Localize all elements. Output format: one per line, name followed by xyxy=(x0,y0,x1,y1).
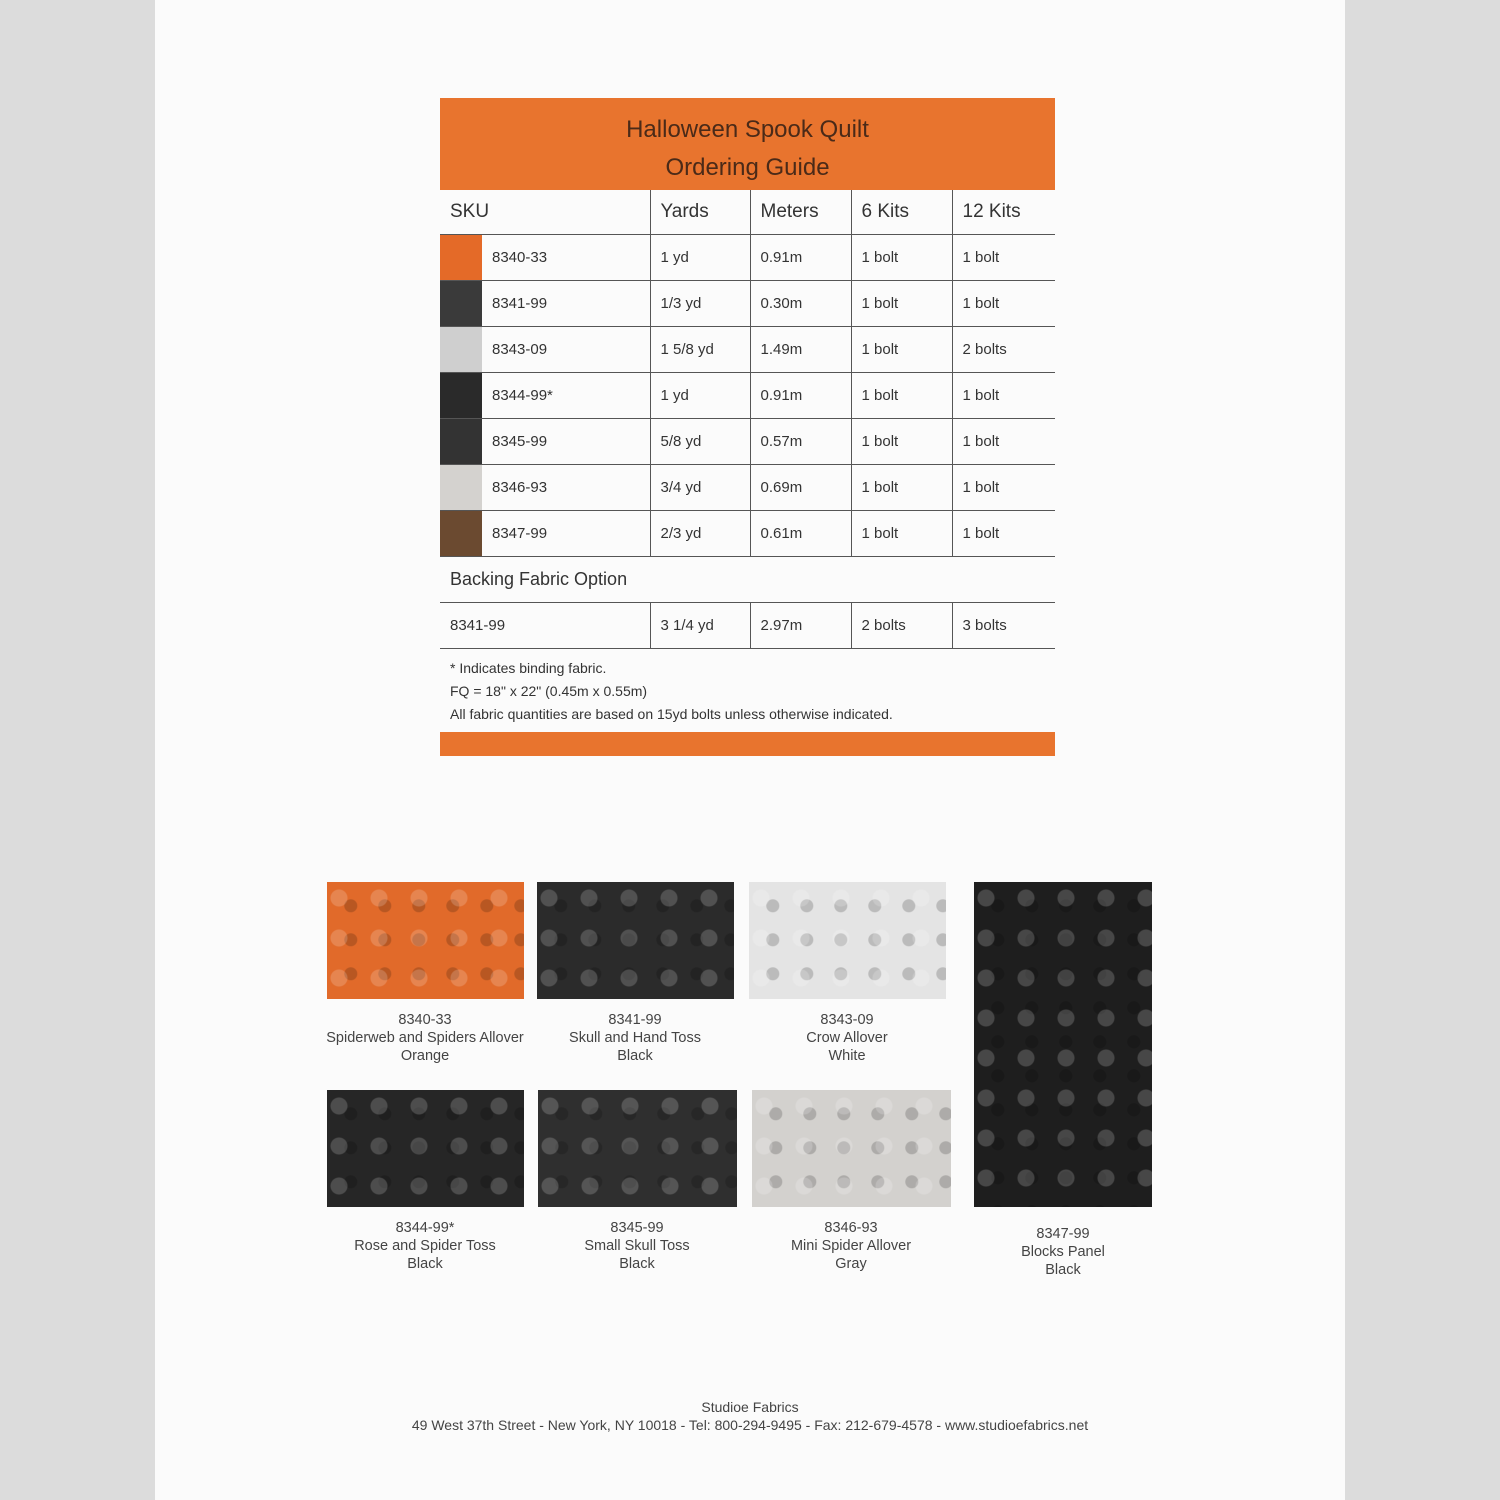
guide-bottom-bar xyxy=(440,732,1055,756)
fabric-name: Spiderweb and Spiders Allover xyxy=(326,1030,524,1046)
row-sku: 8346-93 xyxy=(492,479,548,496)
fabric-color: White xyxy=(828,1048,866,1064)
fabric-sku: 8346-93 xyxy=(824,1220,878,1236)
row-6-kits: 1 bolt xyxy=(851,235,952,281)
row-12-kits: 1 bolt xyxy=(952,281,1055,327)
row-6-kits: 1 bolt xyxy=(851,511,952,557)
row-12-kits: 1 bolt xyxy=(952,465,1055,511)
row-6-kits: 1 bolt xyxy=(851,373,952,419)
row-sku-cell xyxy=(440,235,650,281)
fabric-color: Black xyxy=(617,1048,653,1064)
row-swatch xyxy=(440,465,482,510)
row-swatch xyxy=(440,511,482,556)
row-6-kits: 1 bolt xyxy=(851,465,952,511)
fabric-panel-image xyxy=(974,882,1152,1207)
fabric-name: Small Skull Toss xyxy=(584,1238,690,1254)
row-sku: 8343-09 xyxy=(492,341,548,358)
row-yards: 1/3 yd xyxy=(650,281,750,327)
footer xyxy=(155,1398,1345,1434)
fabric-name: Blocks Panel xyxy=(1021,1244,1105,1260)
fabric-color: Gray xyxy=(835,1256,867,1272)
backing-6-kits: 2 bolts xyxy=(851,603,952,649)
fabric-name: Crow Allover xyxy=(806,1030,888,1046)
fabric-card xyxy=(320,882,530,1065)
row-yards: 1 yd xyxy=(650,235,750,281)
table-row xyxy=(440,281,1055,327)
note-bolts: All fabric quantities are based on 15yd bolts unless otherwise indicated. xyxy=(450,706,893,722)
fabric-color: Black xyxy=(407,1256,443,1272)
row-swatch xyxy=(440,235,482,280)
row-6-kits: 1 bolt xyxy=(851,281,952,327)
header-6-kits: 6 Kits xyxy=(851,190,952,235)
backing-meters: 2.97m xyxy=(750,603,851,649)
fabric-swatch-image xyxy=(327,882,524,999)
fabric-swatch-image xyxy=(538,1090,737,1207)
fabric-card xyxy=(530,882,740,1065)
guide-title-line1: Halloween Spook Quilt xyxy=(626,116,869,143)
fabric-name: Rose and Spider Toss xyxy=(354,1238,496,1254)
row-12-kits: 2 bolts xyxy=(952,327,1055,373)
table-row xyxy=(440,373,1055,419)
row-sku: 8340-33 xyxy=(492,249,548,266)
row-yards: 3/4 yd xyxy=(650,465,750,511)
row-12-kits: 1 bolt xyxy=(952,511,1055,557)
row-6-kits: 1 bolt xyxy=(851,419,952,465)
fabric-swatch-image xyxy=(749,882,946,999)
guide-title-banner xyxy=(440,98,1055,190)
table-row xyxy=(440,511,1055,557)
row-sku-cell xyxy=(440,511,650,557)
row-swatch xyxy=(440,373,482,418)
fabric-swatch-image xyxy=(537,882,734,999)
row-sku-cell xyxy=(440,281,650,327)
row-sku: 8341-99 xyxy=(492,295,548,312)
header-yards: Yards xyxy=(650,190,750,235)
backing-row xyxy=(440,603,1055,649)
table-header-row xyxy=(440,190,1055,235)
note-fq: FQ = 18" x 22" (0.45m x 0.55m) xyxy=(450,683,648,699)
row-sku-cell xyxy=(440,465,650,511)
fabric-sku: 8347-99 xyxy=(1036,1226,1090,1242)
row-swatch xyxy=(440,281,482,326)
row-sku: 8345-99 xyxy=(492,433,548,450)
backing-yards: 3 1/4 yd xyxy=(650,603,750,649)
fabric-card xyxy=(742,882,952,1065)
fabric-color: Orange xyxy=(400,1048,450,1064)
ordering-guide xyxy=(440,98,1055,756)
footer-address: 49 West 37th Street - New York, NY 10018 - Tel: 800-294-9495 - Fax: 212-679-4578 - www.studioefabrics.net xyxy=(411,1417,1089,1433)
row-sku-cell xyxy=(440,327,650,373)
row-6-kits: 1 bolt xyxy=(851,327,952,373)
fabric-sku: 8344-99* xyxy=(395,1220,455,1236)
table-row xyxy=(440,327,1055,373)
row-swatch xyxy=(440,419,482,464)
row-meters: 0.61m xyxy=(750,511,851,557)
fabric-swatch-image xyxy=(752,1090,951,1207)
fabric-card xyxy=(532,1090,742,1273)
fabric-sku: 8345-99 xyxy=(610,1220,664,1236)
fabric-sku: 8343-09 xyxy=(820,1012,874,1028)
backing-12-kits: 3 bolts xyxy=(952,603,1055,649)
footer-company: Studioe Fabrics xyxy=(701,1399,799,1415)
row-meters: 1.49m xyxy=(750,327,851,373)
backing-label: Backing Fabric Option xyxy=(440,557,1055,603)
row-meters: 0.69m xyxy=(750,465,851,511)
row-sku: 8344-99* xyxy=(492,387,553,404)
fabric-card xyxy=(746,1090,956,1273)
fabric-card xyxy=(970,882,1156,1279)
fabric-sku: 8341-99 xyxy=(608,1012,662,1028)
backing-label-row xyxy=(440,557,1055,603)
guide-notes xyxy=(440,649,1055,732)
note-binding: * Indicates binding fabric. xyxy=(450,660,607,676)
table-row xyxy=(440,419,1055,465)
row-yards: 5/8 yd xyxy=(650,419,750,465)
guide-title-line2: Ordering Guide xyxy=(665,154,830,181)
row-yards: 1 5/8 yd xyxy=(650,327,750,373)
row-12-kits: 1 bolt xyxy=(952,419,1055,465)
row-sku-cell xyxy=(440,419,650,465)
row-meters: 0.30m xyxy=(750,281,851,327)
row-meters: 0.91m xyxy=(750,373,851,419)
header-sku: SKU xyxy=(440,190,650,235)
header-meters: Meters xyxy=(750,190,851,235)
row-sku: 8347-99 xyxy=(492,525,548,542)
fabric-name: Skull and Hand Toss xyxy=(569,1030,701,1046)
table-row xyxy=(440,465,1055,511)
fabric-card xyxy=(320,1090,530,1273)
row-yards: 1 yd xyxy=(650,373,750,419)
row-yards: 2/3 yd xyxy=(650,511,750,557)
row-meters: 0.91m xyxy=(750,235,851,281)
fabric-color: Black xyxy=(1045,1262,1081,1278)
row-swatch xyxy=(440,327,482,372)
header-12-kits: 12 Kits xyxy=(952,190,1055,235)
row-12-kits: 1 bolt xyxy=(952,235,1055,281)
row-sku-cell xyxy=(440,373,650,419)
row-meters: 0.57m xyxy=(750,419,851,465)
backing-sku: 8341-99 xyxy=(440,603,650,649)
fabric-swatch-image xyxy=(327,1090,524,1207)
fabric-sku: 8340-33 xyxy=(398,1012,452,1028)
fabric-color: Black xyxy=(619,1256,655,1272)
fabric-name: Mini Spider Allover xyxy=(790,1238,912,1254)
row-12-kits: 1 bolt xyxy=(952,373,1055,419)
ordering-table xyxy=(440,190,1055,649)
table-row xyxy=(440,235,1055,281)
